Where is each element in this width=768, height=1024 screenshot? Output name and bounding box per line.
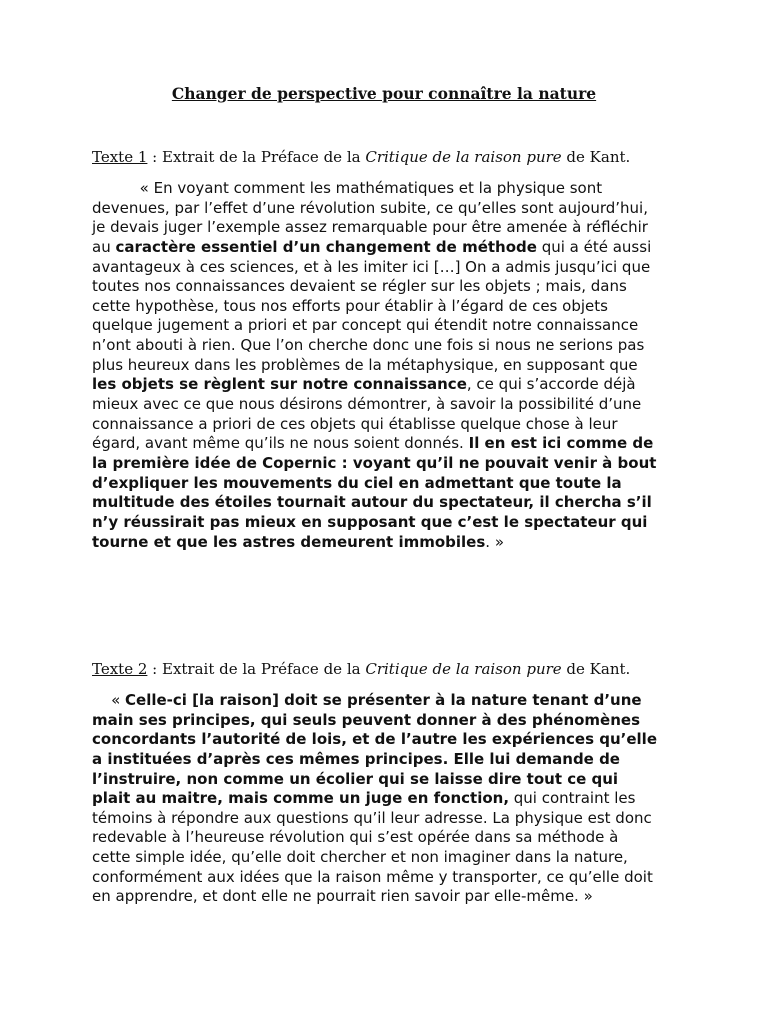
bold-text-segment: a instituées d’après ces mêmes principes. Elle lui demande de: [92, 749, 620, 768]
bold-text-segment: les objets se règlent sur notre connaissance: [92, 375, 467, 394]
text1-heading-suffix: de Kant.: [561, 148, 631, 166]
text-segment: au: [92, 237, 116, 256]
text-line: [92, 434, 684, 454]
text-line: [92, 770, 684, 790]
text-segment: mieux avec ce que nous désirons démontrer, à savoir la possibilité d’une: [92, 395, 642, 414]
text-segment: avantageux à ces sciences, et à les imiter ici […] On a admis jusqu’ici que: [92, 257, 651, 276]
text1-label: Texte 1: [92, 148, 148, 166]
text-segment: je devais juger l’exemple assez remarquable pour être amenée à réfléchir: [92, 218, 648, 237]
text-segment: témoins à répondre aux questions qu’il leur adresse. La physique est donc: [92, 808, 652, 827]
text1-heading: [92, 148, 692, 168]
bold-text-segment: tourne et que les astres demeurent immobiles: [92, 532, 486, 551]
text-line: [92, 316, 684, 336]
text-segment: cette simple idée, qu’elle doit chercher et non imaginer dans la nature,: [92, 848, 628, 867]
text-segment: toutes nos connaissances devaient se régler sur les objets ; mais, dans: [92, 277, 627, 296]
bold-text-segment: caractère essentiel d’un changement de méthode: [115, 237, 537, 256]
text-segment: cette hypothèse, tous nos efforts pour établir à l’égard de ces objets: [92, 296, 608, 315]
document-title: Changer de perspective pour connaître la nature: [171, 84, 597, 103]
text-line: [92, 179, 684, 199]
text-line: [92, 297, 684, 317]
text2-work-title: Critique de la raison pure: [365, 660, 562, 678]
text-segment: n’ont abouti à rien. Que l’on cherche donc une fois si nous ne serions pas: [92, 336, 645, 355]
bold-text-segment: plait au maitre, mais comme un juge en fonction,: [92, 789, 510, 808]
text-line: [92, 199, 684, 219]
text-line: [92, 395, 684, 415]
text2-heading: [92, 660, 692, 680]
bold-text-segment: main ses principes, qui seuls peuvent donner à des phénomènes: [92, 710, 641, 729]
text-line: [92, 513, 684, 533]
text-line: [92, 238, 684, 258]
text-line: [92, 474, 684, 494]
text-segment: égard, avant même qu’ils ne nous soient donnés.: [92, 434, 469, 453]
text-segment: « En voyant comment les mathématiques et la physique sont: [92, 179, 603, 197]
text-line: [92, 493, 684, 513]
text-line: [92, 258, 684, 278]
text-line: [92, 356, 684, 376]
bold-text-segment: d’expliquer les mouvements du ciel en admettant que toute la: [92, 473, 622, 492]
bold-text-segment: concordants l’autorité de lois, et de l’autre les expériences qu’elle: [92, 730, 657, 749]
text-line: [92, 711, 684, 731]
text-segment: , ce qui s’accorde déjà: [466, 375, 636, 394]
text-segment: en apprendre, et dont elle ne pourrait rien savoir par elle-même. »: [92, 887, 593, 906]
bold-text-segment: Celle-ci [la raison] doit se présenter à la nature tenant d’une: [125, 691, 642, 709]
text1-heading-prefix: : Extrait de la Préface de la: [147, 148, 366, 166]
text-line: [92, 277, 684, 297]
text-line: [92, 336, 684, 356]
text-line: [92, 750, 684, 770]
text1-quote-paragraph: [92, 179, 684, 552]
text-segment: conformément aux idées que la raison même y transporter, ce qu’elle doit: [92, 867, 653, 886]
text-segment: qui contraint les: [509, 789, 636, 808]
text-line: [92, 375, 684, 395]
text-line: [92, 415, 684, 435]
text-line: [92, 218, 684, 238]
text2-heading-suffix: de Kant.: [561, 660, 631, 678]
text-line: [92, 887, 684, 907]
text-line: [92, 454, 684, 474]
bold-text-segment: la première idée de Copernic : voyant qu’il ne pouvait venir à bout: [92, 453, 657, 472]
text-segment: connaissance a priori de ces objets qui établisse quelque chose à leur: [92, 414, 618, 433]
text2-quote-paragraph: [92, 691, 684, 907]
text-segment: qui a été aussi: [536, 237, 652, 256]
text-segment: «: [92, 691, 126, 709]
text-segment: plus heureux dans les problèmes de la métaphysique, en supposant que: [92, 355, 638, 374]
text-line: [92, 533, 684, 553]
text-segment: quelque jugement a priori et par concept qui étendit notre connaissance: [92, 316, 639, 335]
text-line: [92, 691, 684, 711]
text-line: [92, 730, 684, 750]
bold-text-segment: l’instruire, non comme un écolier qui se laisse dire tout ce qui: [92, 769, 619, 788]
text-segment: . »: [485, 532, 504, 551]
text-segment: devenues, par l’effet d’une révolution subite, ce qu’elles sont aujourd’hui,: [92, 198, 648, 217]
bold-text-segment: multitude des étoiles tournait autour du spectateur, il chercha s’il: [92, 493, 652, 512]
text-line: [92, 789, 684, 809]
text1-work-title: Critique de la raison pure: [365, 148, 562, 166]
text-line: [92, 848, 684, 868]
text-line: [92, 868, 684, 888]
text2-label: Texte 2: [92, 660, 148, 678]
text-segment: redevable à l’heureuse révolution qui s’est opérée dans sa méthode à: [92, 828, 619, 847]
text-line: [92, 828, 684, 848]
bold-text-segment: n’y réussirait pas mieux en supposant que c’est le spectateur qui: [92, 512, 648, 531]
text2-heading-prefix: : Extrait de la Préface de la: [147, 660, 366, 678]
text-line: [92, 809, 684, 829]
bold-text-segment: Il en est ici comme de: [468, 434, 654, 453]
